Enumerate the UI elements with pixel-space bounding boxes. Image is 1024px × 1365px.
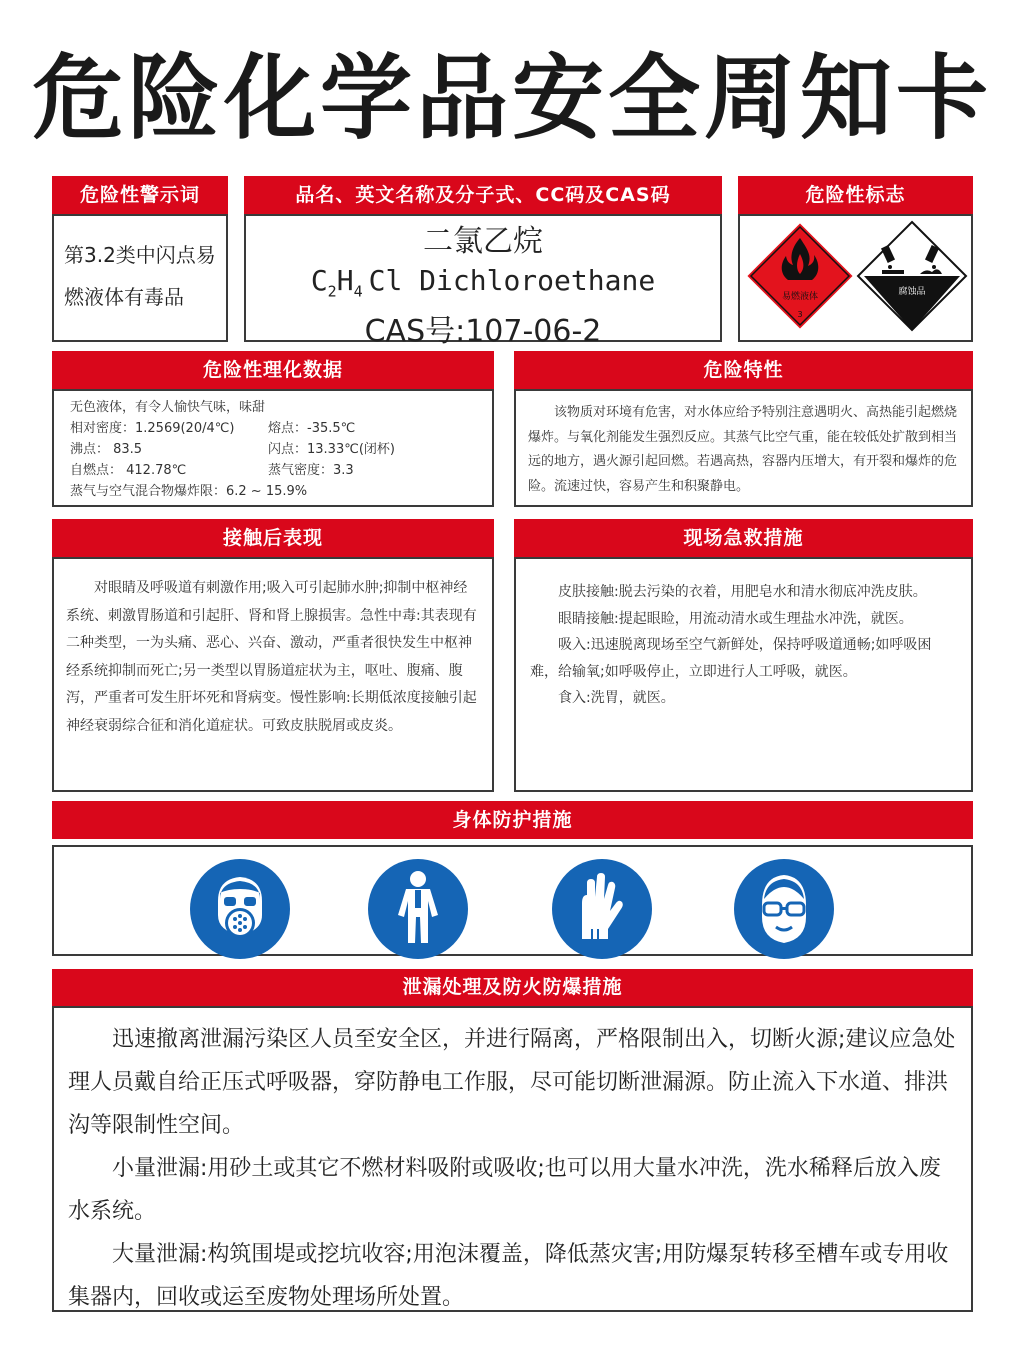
first-aid-skin: 皮肤接触:脱去污染的衣着，用肥皂水和清水彻底冲洗皮肤。	[558, 584, 927, 600]
flammable-sign-label: 易燃液体	[781, 292, 819, 302]
leak-panel	[52, 969, 973, 1312]
first-aid-eyes: 眼睛接触:提起眼睑，用流动清水或生理盐水冲洗，就医。	[558, 610, 913, 627]
physchem-line-1: 无色液体，有令人愉快气味，味甜	[70, 400, 266, 415]
physchem-explosion-limit: 蒸气与空气混合物爆炸限：6.2 ~ 15.9%	[70, 484, 308, 499]
flammable-sign-class: 3	[797, 310, 803, 319]
physchem-row: 自燃点： 412.78℃ 蒸气密度：3.3	[70, 463, 354, 478]
first-aid-inhalation: 吸入:迅速脱离现场至空气新鲜处，保持呼吸道通畅;如呼吸困难，给输氧;如呼吸停止，立即进行人工呼吸，就医。	[530, 637, 932, 680]
hazard-words-panel	[52, 176, 228, 342]
contact-header: 接触后表现	[52, 519, 494, 557]
hazard-chars-header: 危险特性	[514, 351, 973, 389]
hazard-words-line-2: 燃液体有毒品	[64, 285, 184, 309]
physchem-row: 沸点： 83.5 闪点：13.33℃(闭杯)	[70, 442, 395, 457]
product-panel	[244, 176, 722, 349]
hazard-words-line-1: 第3.2类中闪点易	[64, 243, 216, 267]
goggles-icon	[734, 859, 834, 959]
corrosive-sign-label: 腐蚀品	[898, 287, 926, 297]
contact-text: 对眼睛及呼吸道有刺激作用;吸入可引起肺水肿;抑制中枢神经系统、刺激胃肠道和引起肝、肾和肾上腺损害。急性中毒:其表现有二种类型，一为头痛、恶心、兴奋、激动，严重者很快发生中枢神经系统抑制而死亡;另一类型以胃肠道症状为主，呕吐、腹痛、腹泻，严重者可发生肝坏死和肾病变。慢性影响:长期低浓度接触引起神经衰弱综合征和消化道症状。可致皮肤脱屑或皮炎。	[66, 580, 477, 734]
leak-small: 小量泄漏:用砂土或其它不燃材料吸附或吸收;也可以用大量水冲洗，洗水稀释后放入废水系统。	[68, 1156, 941, 1224]
product-cas: CAS号:107-06-2	[364, 313, 602, 349]
hazard-words-header: 危险性警示词	[52, 176, 228, 214]
leak-header: 泄漏处理及防火防爆措施	[52, 969, 973, 1006]
gloves-icon	[552, 859, 652, 959]
product-formula: $C_2H_4$ Cl Dichloroethane	[310, 264, 656, 301]
flammable-liquid-sign	[742, 218, 858, 334]
protective-suit-icon	[368, 859, 468, 959]
physchem-row: 相对密度：1.2569(20/4℃) 熔点：-35.5℃	[70, 421, 356, 436]
first-aid-panel	[514, 519, 973, 792]
hazard-chars-text: 该物质对环境有危害，对水体应给予特别注意遇明火、高热能引起燃烧爆炸。与氧化剂能发生强烈反应。其蒸气比空气重，能在较低处扩散到相当远的地方，遇火源引起回燃。若遇高热，容器内压增大，有开裂和爆炸的危险。流速过快，容易产生和积聚静电。	[528, 405, 958, 494]
physchem-panel	[52, 351, 494, 507]
product-name-cn: 二氯乙烷	[423, 224, 543, 259]
hazard-signs-panel	[738, 176, 973, 342]
leak-large: 大量泄漏:构筑围堤或挖坑收容;用泡沫覆盖，降低蒸灾害;用防爆泵转移至槽车或专用收集器内，回收或运至废物处理场所处置。	[68, 1242, 949, 1310]
protection-header: 身体防护措施	[52, 801, 973, 839]
page-title: 危险化学品安全周知卡	[31, 45, 992, 152]
corrosive-sign	[854, 218, 970, 334]
protection-panel	[52, 801, 973, 956]
physchem-header: 危险性理化数据	[52, 351, 494, 389]
gas-mask-icon	[190, 859, 290, 959]
product-header: 品名、英文名称及分子式、CC码及CAS码	[244, 176, 722, 214]
contact-panel	[52, 519, 494, 792]
hazard-chars-panel	[514, 351, 973, 507]
first-aid-ingestion: 食入:洗胃，就医。	[558, 690, 675, 706]
first-aid-header: 现场急救措施	[514, 519, 973, 557]
leak-general: 迅速撤离泄漏污染区人员至安全区，并进行隔离，严格限制出入，切断火源;建议应急处理人员戴自给正压式呼吸器，穿防静电工作服，尽可能切断泄漏源。防止流入下水道、排洪沟等限制性空间。	[68, 1027, 956, 1138]
hazard-signs-header: 危险性标志	[738, 176, 973, 214]
